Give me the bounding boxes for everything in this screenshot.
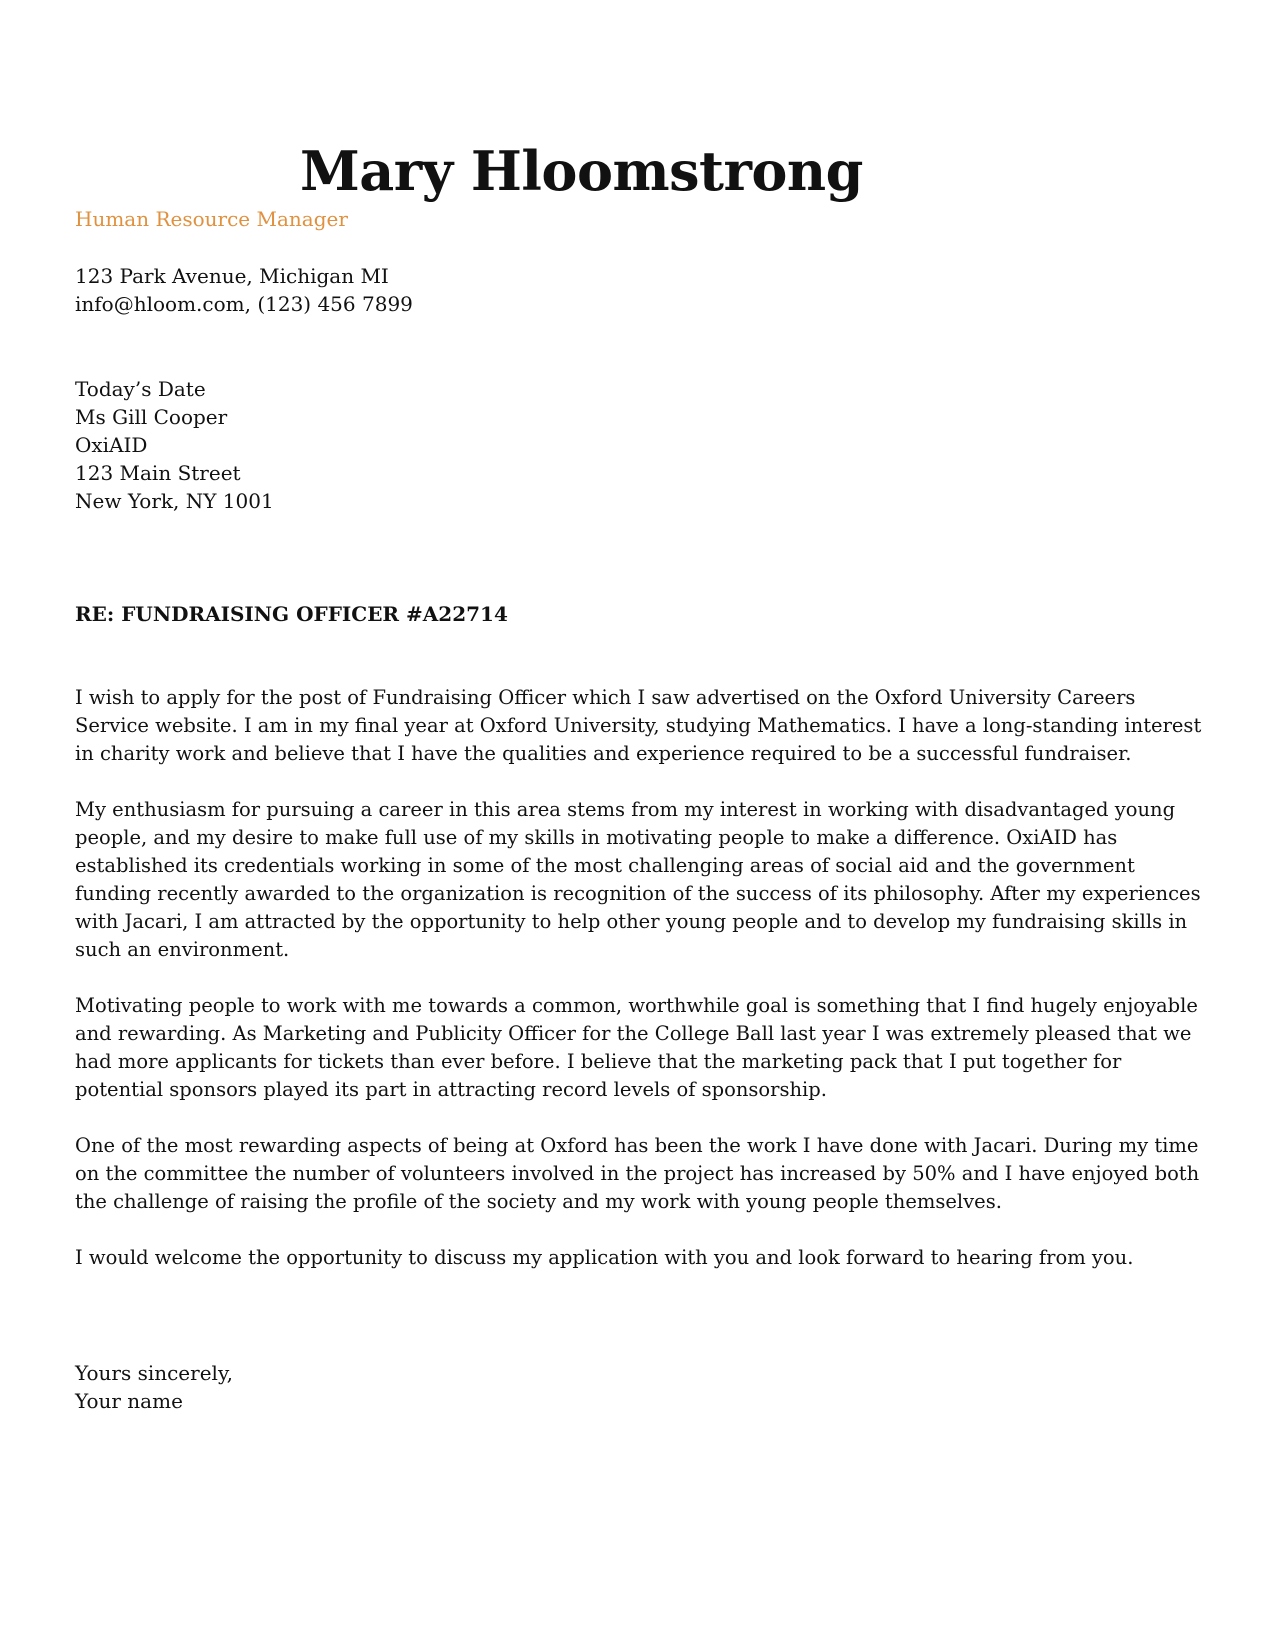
recipient-company: OxiAID bbox=[75, 433, 148, 457]
letter-date: Today’s Date bbox=[75, 377, 206, 401]
letter-body bbox=[75, 684, 1205, 1300]
body-paragraph: Motivating people to work with me towards a common, worthwhile goal is something that I find hugely enjoyable and rewarding. As Marketing and Publicity Officer for the College Ball last year I was extremely pleased that we had more applicants for tickets than ever before. I believe that the marketing pack that I put together for potential sponsors played its part in attracting record levels of sponsorship. bbox=[75, 994, 1198, 1101]
sender-job-title: Human Resource Manager bbox=[75, 207, 348, 231]
recipient-street: 123 Main Street bbox=[75, 461, 241, 485]
sender-name: Mary Hloomstrong bbox=[300, 139, 863, 203]
body-paragraph: My enthusiasm for pursuing a career in this area stems from my interest in working with disadvantaged young people, and my desire to make full use of my skills in motivating people to make a difference. OxiAID has established its credentials working in some of the most challenging areas of social aid and the government funding recently awarded to the organization is recognition of the success of its philosophy. After my experiences with Jacari, I am attracted by the opportunity to help other young people and to develop my fundraising skills in such an environment. bbox=[75, 798, 1201, 961]
recipient-block bbox=[75, 375, 274, 515]
subject-line: RE: FUNDRAISING OFFICER #A22714 bbox=[75, 602, 508, 626]
recipient-city: New York, NY 1001 bbox=[75, 489, 274, 513]
closing-salutation: Yours sincerely, bbox=[75, 1361, 233, 1385]
sender-address: 123 Park Avenue, Michigan MI bbox=[75, 264, 389, 288]
recipient-name: Ms Gill Cooper bbox=[75, 405, 228, 429]
body-paragraph: I would welcome the opportunity to discuss my application with you and look forward to hearing from you. bbox=[75, 1246, 1134, 1269]
body-paragraph: One of the most rewarding aspects of being at Oxford has been the work I have done with Jacari. During my time on the committee the number of volunteers involved in the project has increased by 50% and I have enjoyed both the challenge of raising the profile of the society and my work with young people themselves. bbox=[75, 1134, 1200, 1213]
sender-contact bbox=[75, 262, 413, 318]
sender-email-phone: info@hloom.com, (123) 456 7899 bbox=[75, 292, 413, 316]
closing-block bbox=[75, 1359, 233, 1415]
body-paragraph: I wish to apply for the post of Fundraising Officer which I saw advertised on the Oxford University Careers Service website. I am in my final year at Oxford University, studying Mathematics. I have a long-standing interest in charity work and believe that I have the qualities and experience required to be a successful fundraiser. bbox=[75, 686, 1202, 765]
signature-name: Your name bbox=[75, 1389, 183, 1413]
